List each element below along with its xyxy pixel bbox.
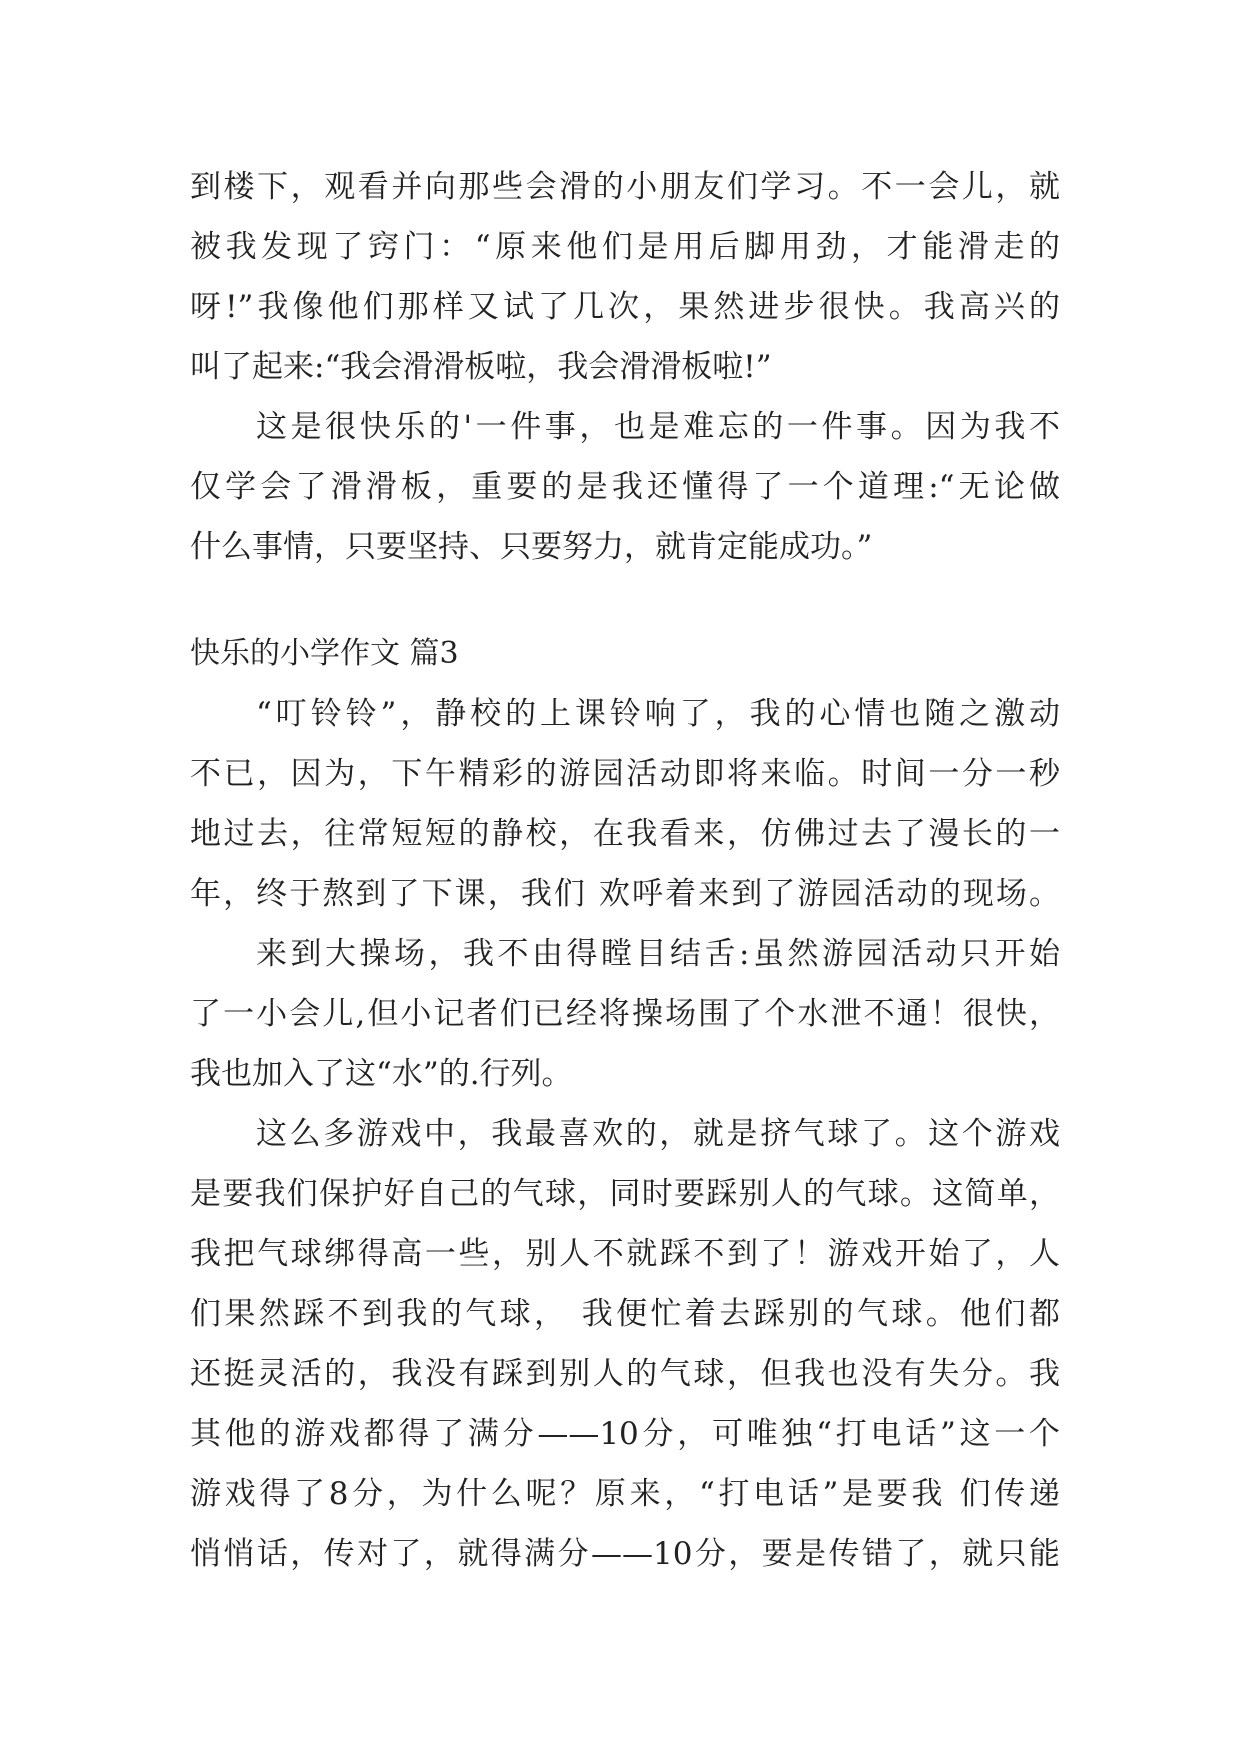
text-line: 们果然踩不到我的气球， 我便忙着去踩别的气球。他们都 (190, 1296, 1060, 1332)
text-line: 是要我们保护好自己的气球，同时要踩别人的气球。这简单， (190, 1176, 1060, 1212)
text-line: 地过去，往常短短的静校，在我看来，仿佛过去了漫长的一 (190, 816, 1060, 852)
section-heading: 快乐的小学作文 篇3 (190, 636, 459, 671)
text-line: 叫了起来:“我会滑滑板啦，我会滑滑板啦!” (190, 349, 772, 385)
text-line: 还挺灵活的，我没有踩到别人的气球，但我也没有失分。我 (190, 1356, 1060, 1392)
text-line: 呀!”我像他们那样又试了几次，果然进步很快。我高兴的 (190, 289, 1060, 325)
text-line: 被我发现了窍门：“原来他们是用后脚用劲，才能滑走的 (190, 229, 1060, 265)
text-line: 悄悄话，传对了，就得满分——10分，要是传错了，就只能 (190, 1536, 1060, 1572)
text-line: 什么事情，只要坚持、只要努力，就肯定能成功。” (190, 529, 873, 565)
text-line: 这么多游戏中，我最喜欢的，就是挤气球了。这个游戏 (256, 1116, 1060, 1152)
text-line: 了一小会儿,但小记者们已经将操场围了个水泄不通！很快， (190, 996, 1060, 1032)
text-line: 年，终于熬到了下课，我们 欢呼着来到了游园活动的现场。 (190, 876, 1060, 912)
text-line: 不已，因为，下午精彩的游园活动即将来临。时间一分一秒 (190, 756, 1060, 792)
text-line: 来到大操场，我不由得瞠目结舌:虽然游园活动只开始 (256, 936, 1060, 972)
text-line: 其他的游戏都得了满分——10分，可唯独“打电话”这一个 (190, 1416, 1060, 1452)
text-line: 我也加入了这“水”的.行列。 (190, 1056, 573, 1092)
text-line: “叮铃铃”，静校的上课铃响了，我的心情也随之激动 (256, 696, 1060, 732)
text-line: 这是很快乐的'一件事，也是难忘的一件事。因为我不 (256, 409, 1060, 445)
text-line: 到楼下，观看并向那些会滑的小朋友们学习。不一会儿，就 (190, 169, 1060, 205)
text-line: 仅学会了滑滑板，重要的是我还懂得了一个道理:“无论做 (190, 469, 1060, 505)
text-line: 游戏得了8分，为什么呢？原来，“打电话”是要我 们传递 (190, 1476, 1060, 1512)
text-line: 我把气球绑得高一些，别人不就踩不到了！游戏开始了，人 (190, 1236, 1060, 1272)
